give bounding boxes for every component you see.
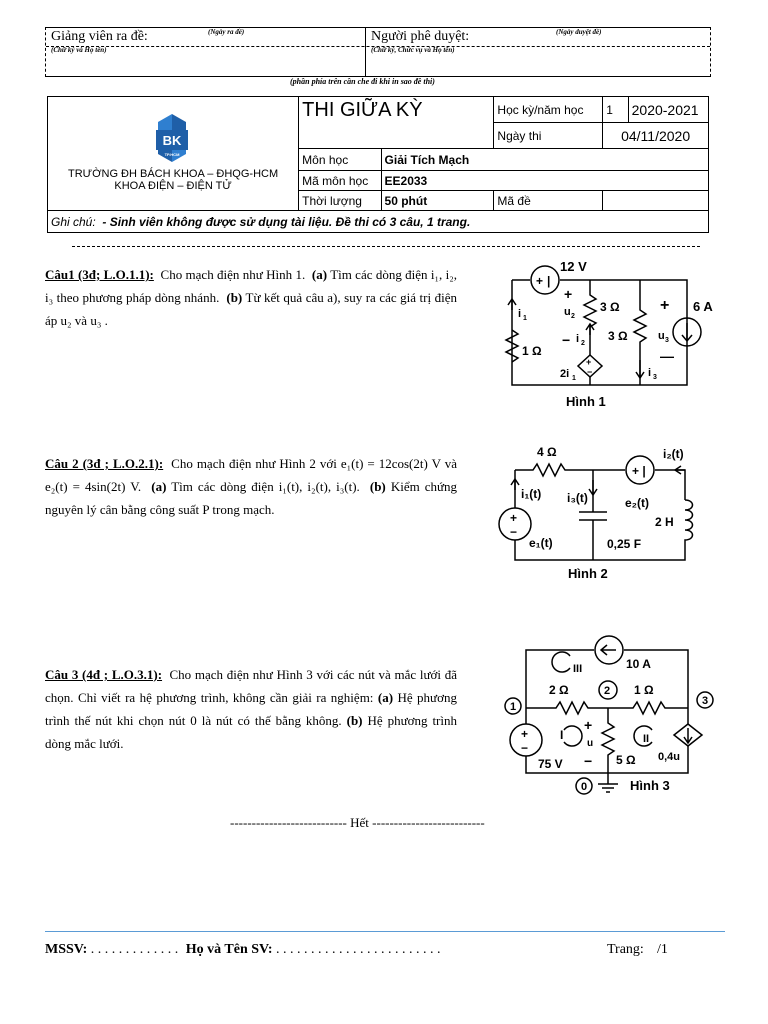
svg-text:e₁(t): e₁(t) xyxy=(529,536,553,550)
svg-text:|: | xyxy=(547,274,551,288)
svg-text:−: − xyxy=(521,741,529,755)
note-label: Ghi chú: xyxy=(51,214,96,229)
svg-text:3: 3 xyxy=(653,374,657,381)
question-1: Câu1 (3đ; L.O.1.1): Cho mạch điện như Hình 1. (a) Tìm các dòng điện i₁, i₂, i₃ theo phương pháp dòng nhánh. (b) Từ kết quả câu a), suy ra các giá trị điện áp u₂ và u₃ . xyxy=(45,267,458,328)
lecturer-date-hint: (Ngày ra đề) xyxy=(208,28,245,36)
footer-line xyxy=(45,931,725,932)
svg-text:+: + xyxy=(660,297,670,314)
school-line2: KHOA ĐIỆN – ĐIỆN TỬ xyxy=(114,179,232,192)
approval-box xyxy=(45,27,711,77)
svg-text:u: u xyxy=(587,738,594,749)
approver-sign-hint: (Chữ ký, Chức vụ và Họ tên) xyxy=(371,46,455,54)
svg-text:10 A: 10 A xyxy=(626,657,651,671)
svg-text:1: 1 xyxy=(510,701,517,713)
figure-1-caption: Hình 1 xyxy=(566,394,606,409)
svg-text:2: 2 xyxy=(604,685,611,697)
figure-2-caption: Hình 2 xyxy=(568,566,608,581)
svg-text:−: − xyxy=(587,367,593,377)
footer: MSSV: . . . . . . . . . . . . . Họ và Tên SV: . . . . . . . . . . . . . . . . . . . . . . . . Trang: /1 xyxy=(45,942,668,957)
note-value: - Sinh viên không được sử dụng tài liệu. Đề thi có 3 câu, 1 trang. xyxy=(102,214,471,229)
bk-logo xyxy=(48,110,298,168)
semester-value: 1 xyxy=(603,97,628,123)
svg-text:—: — xyxy=(660,348,674,364)
svg-text:u: u xyxy=(564,306,571,318)
svg-text:I: I xyxy=(560,728,564,742)
svg-text:2 Ω: 2 Ω xyxy=(549,683,569,697)
svg-text:+: + xyxy=(586,357,592,367)
lecturer-label: Giảng viên ra đề: xyxy=(51,29,148,44)
svg-text:+: + xyxy=(584,717,593,733)
svg-text:1 Ω: 1 Ω xyxy=(522,344,542,358)
svg-text:i: i xyxy=(518,308,522,320)
svg-text:0: 0 xyxy=(581,781,588,793)
student-name-label: Họ và Tên SV: xyxy=(185,942,273,957)
svg-text:II: II xyxy=(643,733,650,745)
svg-text:1 Ω: 1 Ω xyxy=(634,683,654,697)
end-marker: --------------------------- Hết -------------------------- xyxy=(230,815,485,830)
figure-3-caption: Hình 3 xyxy=(630,778,670,793)
figure-2-circuit xyxy=(495,440,725,585)
date-label: Ngày thi xyxy=(494,123,603,149)
question-3: Câu 3 (4đ ; L.O.3.1): Cho mạch điện như Hình 3 với các nút và mắc lưới đã chọn. Chỉ viết ra hệ phương trình, không cần giải ra nghiệm: (a) Hệ phương trình thế nút khi chọn nút 0 là nút có thế bằng không. (b) Hệ phương trình dòng mắc lưới. xyxy=(45,667,457,751)
exam-header-table xyxy=(47,96,709,233)
date-value: 04/11/2020 xyxy=(603,123,709,149)
svg-text:3: 3 xyxy=(665,337,669,344)
mssv-label: MSSV: xyxy=(45,942,88,957)
subject-label: Môn học xyxy=(299,149,381,171)
svg-text:3 Ω: 3 Ω xyxy=(600,300,620,314)
page-label: Trang: xyxy=(607,942,644,957)
approver-date-hint: (Ngày duyệt đề) xyxy=(556,28,602,36)
svg-text:1: 1 xyxy=(572,375,576,382)
svg-text:III: III xyxy=(573,663,583,675)
svg-text:0,4u: 0,4u xyxy=(658,751,681,763)
separator-line xyxy=(72,246,700,247)
duration-label: Thời lượng xyxy=(299,191,381,211)
svg-text:u: u xyxy=(658,330,665,342)
svg-text:−: − xyxy=(562,332,571,348)
svg-text:i₃(t): i₃(t) xyxy=(567,491,588,505)
svg-text:i₁(t): i₁(t) xyxy=(521,487,542,501)
svg-text:3: 3 xyxy=(702,695,709,707)
svg-text:5 Ω: 5 Ω xyxy=(616,753,636,767)
page-value: /1 xyxy=(657,942,668,957)
svg-text:75 V: 75 V xyxy=(538,757,563,771)
svg-text:−: − xyxy=(584,753,593,769)
svg-text:+: + xyxy=(510,511,518,525)
logo-sub: TP.HCM xyxy=(164,151,180,157)
svg-text:2: 2 xyxy=(581,340,585,347)
question-2: Câu 2 (3đ ; L.O.2.1): Cho mạch điện như Hình 2 với e₁(t) = 12cos(2t) V và e₂(t) = 4sin(2t) V. (a) Tìm các dòng điện i₁(t), i₂(t), i₃(t). (b) Kiểm chứng nguyên lý cân bằng công suất P trong mạch. xyxy=(45,456,458,517)
svg-text:+ |: + | xyxy=(632,464,646,478)
svg-text:3 Ω: 3 Ω xyxy=(608,329,628,343)
code-value: EE2033 xyxy=(381,171,708,191)
figure-1-circuit xyxy=(492,255,732,415)
svg-text:2 H: 2 H xyxy=(655,515,674,529)
svg-text:+: + xyxy=(564,286,573,302)
exam-title: THI GIỮA KỲ xyxy=(299,97,494,149)
svg-text:6 A: 6 A xyxy=(693,299,713,314)
logo-text: BK xyxy=(162,132,182,148)
svg-text:2i: 2i xyxy=(560,368,570,380)
approver-label: Người phê duyệt: xyxy=(371,29,470,44)
svg-text:e₂(t): e₂(t) xyxy=(625,496,649,510)
svg-text:0,25 F: 0,25 F xyxy=(607,537,642,551)
exam-code-value xyxy=(603,191,709,211)
svg-text:i₂(t): i₂(t) xyxy=(663,447,684,461)
svg-text:+: + xyxy=(521,727,529,741)
figure-3-circuit xyxy=(498,628,728,803)
subject-value: Giải Tích Mạch xyxy=(381,149,708,171)
svg-text:1: 1 xyxy=(523,315,527,322)
approval-note: (phần phía trên cần che đi khi in sao đề thi) xyxy=(290,77,435,86)
year-value: 2020-2021 xyxy=(628,97,708,123)
q1-head: Câu1 (3đ; L.O.1.1): xyxy=(45,267,154,282)
code-label: Mã môn học xyxy=(299,171,381,191)
svg-text:12 V: 12 V xyxy=(560,259,587,274)
svg-text:+: + xyxy=(536,274,544,288)
svg-text:−: − xyxy=(510,525,518,539)
duration-value: 50 phút xyxy=(381,191,494,211)
school-line1: TRƯỜNG ĐH BÁCH KHOA – ĐHQG-HCM xyxy=(68,167,279,180)
lecturer-sign-hint: (Chữ ký và Họ tên) xyxy=(51,46,107,54)
semester-label: Học kỳ/năm học xyxy=(494,97,603,123)
svg-text:i: i xyxy=(576,333,580,345)
svg-text:i: i xyxy=(648,367,652,379)
svg-text:2: 2 xyxy=(571,313,575,320)
svg-text:4 Ω: 4 Ω xyxy=(537,445,557,459)
exam-code-label: Mã đề xyxy=(494,191,603,211)
